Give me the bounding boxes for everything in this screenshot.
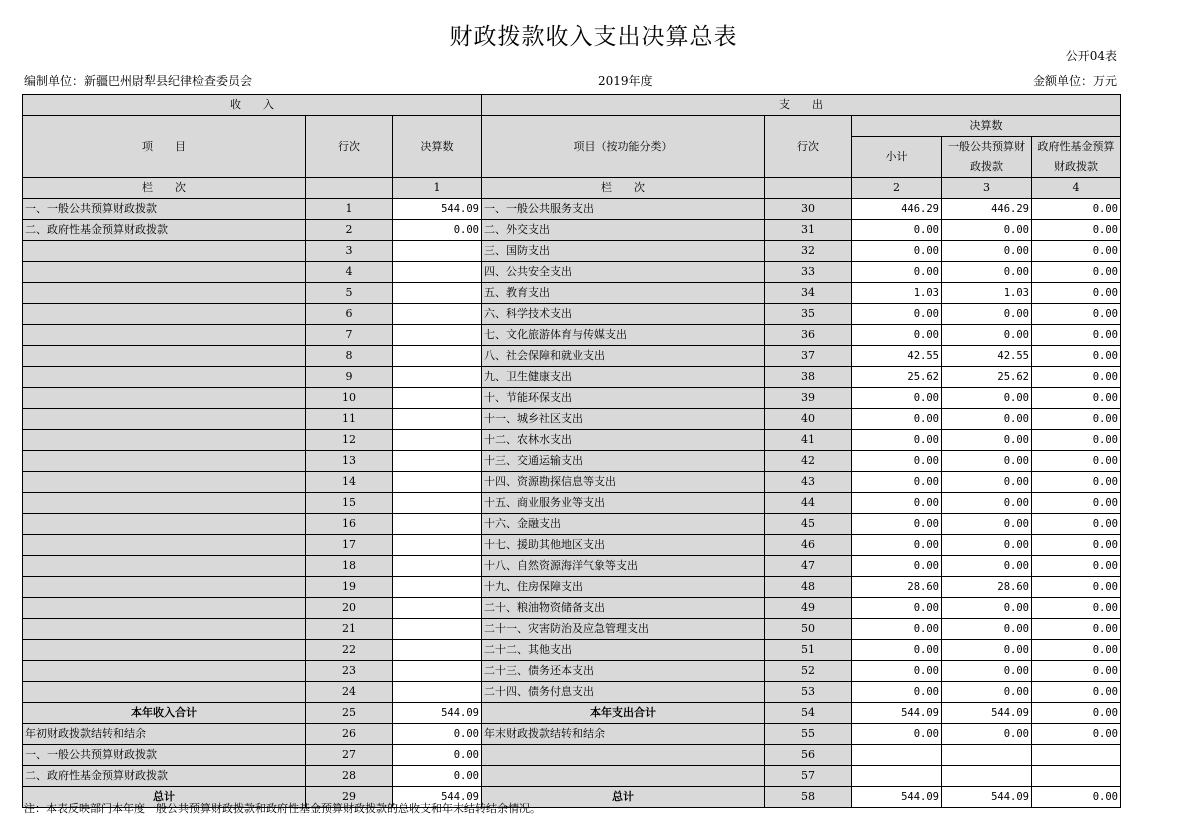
expense-subtotal: 0.00 xyxy=(852,262,942,283)
expense-general: 0.00 xyxy=(942,472,1032,493)
table-row xyxy=(23,283,1121,304)
expense-item: 二十、粮油物资储备支出 xyxy=(482,598,765,619)
section-header-row xyxy=(23,95,1121,116)
grand-total-label: 总计 xyxy=(482,787,765,808)
income-item xyxy=(23,388,306,409)
expense-general: 0.00 xyxy=(942,556,1032,577)
row-no: 4 xyxy=(306,262,393,283)
fiscal-year: 2019年度 xyxy=(598,74,653,88)
expense-fund: 0.00 xyxy=(1032,346,1121,367)
expense-subtotal: 0.00 xyxy=(852,388,942,409)
expense-general: 28.60 xyxy=(942,577,1032,598)
income-item xyxy=(23,514,306,535)
expense-item: 十七、援助其他地区支出 xyxy=(482,535,765,556)
table-row xyxy=(23,514,1121,535)
table-row xyxy=(23,535,1121,556)
expense-fund: 0.00 xyxy=(1032,430,1121,451)
income-value: 0.00 xyxy=(393,220,482,241)
table-row xyxy=(23,577,1121,598)
expense-general: 0.00 xyxy=(942,409,1032,430)
income-value xyxy=(393,514,482,535)
expense-general: 0.00 xyxy=(942,262,1032,283)
income-value xyxy=(393,241,482,262)
subtotal-header: 小计 xyxy=(852,137,942,178)
expense-general: 0.00 xyxy=(942,241,1032,262)
row-no: 27 xyxy=(306,745,393,766)
expense-subtotal: 0.00 xyxy=(852,556,942,577)
row-no: 22 xyxy=(306,640,393,661)
row-no: 54 xyxy=(765,703,852,724)
income-item xyxy=(23,367,306,388)
row-no: 42 xyxy=(765,451,852,472)
end-balance-fund: 0.00 xyxy=(1032,724,1121,745)
row-no: 28 xyxy=(306,766,393,787)
row-no: 20 xyxy=(306,598,393,619)
expense-item: 十二、农林水支出 xyxy=(482,430,765,451)
expense-general: 25.62 xyxy=(942,367,1032,388)
row-no: 34 xyxy=(765,283,852,304)
expense-item: 十八、自然资源海洋气象等支出 xyxy=(482,556,765,577)
expense-item: 十四、资源勘探信息等支出 xyxy=(482,472,765,493)
income-total-value: 544.09 xyxy=(393,703,482,724)
expense-subtotal: 0.00 xyxy=(852,682,942,703)
expense-fund: 0.00 xyxy=(1032,640,1121,661)
expense-fund: 0.00 xyxy=(1032,577,1121,598)
table-row xyxy=(23,661,1121,682)
table-row xyxy=(23,346,1121,367)
row-no: 10 xyxy=(306,388,393,409)
expense-item: 十一、城乡社区支出 xyxy=(482,409,765,430)
carryover-detail-row xyxy=(23,745,1121,766)
expense-general: 0.00 xyxy=(942,325,1032,346)
row-no: 58 xyxy=(765,787,852,808)
income-item xyxy=(23,325,306,346)
expense-item: 一、一般公共服务支出 xyxy=(482,199,765,220)
income-value xyxy=(393,325,482,346)
income-value: 544.09 xyxy=(393,199,482,220)
carryover-detail-row xyxy=(23,766,1121,787)
end-balance-label: 年末财政拨款结转和结余 xyxy=(482,724,765,745)
income-item xyxy=(23,241,306,262)
table-row xyxy=(23,325,1121,346)
expense-item: 十三、交通运输支出 xyxy=(482,451,765,472)
lanci-row xyxy=(23,178,1121,199)
expense-general: 0.00 xyxy=(942,514,1032,535)
expense-subtotal: 0.00 xyxy=(852,451,942,472)
income-item xyxy=(23,640,306,661)
expense-general: 0.00 xyxy=(942,640,1032,661)
expense-item: 二十四、债务付息支出 xyxy=(482,682,765,703)
expense-general: 42.55 xyxy=(942,346,1032,367)
carryover-row xyxy=(23,724,1121,745)
row-no: 21 xyxy=(306,619,393,640)
expense-item: 三、国防支出 xyxy=(482,241,765,262)
row-no: 5 xyxy=(306,283,393,304)
row-no: 14 xyxy=(306,472,393,493)
income-total-label: 本年收入合计 xyxy=(23,703,306,724)
expense-item: 九、卫生健康支出 xyxy=(482,367,765,388)
income-item xyxy=(23,430,306,451)
final-header: 决算数 xyxy=(393,116,482,178)
table-row xyxy=(23,640,1121,661)
begin-balance-value: 0.00 xyxy=(393,724,482,745)
expense-fund: 0.00 xyxy=(1032,451,1121,472)
income-value xyxy=(393,409,482,430)
row-no: 48 xyxy=(765,577,852,598)
end-balance-subtotal: 0.00 xyxy=(852,724,942,745)
carryover-fund-value: 0.00 xyxy=(393,766,482,787)
footnote: 注：本表反映部门本年度一般公共预算财政拨款和政府性基金预算财政拨款的总收支和年末结转结余情况。 xyxy=(24,802,541,815)
expense-fund: 0.00 xyxy=(1032,409,1121,430)
table-row xyxy=(23,493,1121,514)
table-row xyxy=(23,451,1121,472)
table-row xyxy=(23,556,1121,577)
row-no: 25 xyxy=(306,703,393,724)
expense-item: 十六、金融支出 xyxy=(482,514,765,535)
income-item xyxy=(23,262,306,283)
col-number: 4 xyxy=(1032,178,1121,199)
final2-header: 决算数 xyxy=(852,116,1121,137)
table-row xyxy=(23,682,1121,703)
table-row xyxy=(23,619,1121,640)
expense-item: 二、外交支出 xyxy=(482,220,765,241)
row-no: 37 xyxy=(765,346,852,367)
income-value xyxy=(393,367,482,388)
budget-table xyxy=(22,94,1121,808)
expense-item: 五、教育支出 xyxy=(482,283,765,304)
expense-general: 0.00 xyxy=(942,535,1032,556)
expense-item: 八、社会保障和就业支出 xyxy=(482,346,765,367)
table-code: 公开04表 xyxy=(1065,49,1117,63)
table-row xyxy=(23,388,1121,409)
expense-fund: 0.00 xyxy=(1032,556,1121,577)
income-item xyxy=(23,493,306,514)
row-no: 50 xyxy=(765,619,852,640)
expense-fund: 0.00 xyxy=(1032,388,1121,409)
income-value xyxy=(393,262,482,283)
row-no: 36 xyxy=(765,325,852,346)
expense-subtotal: 25.62 xyxy=(852,367,942,388)
expense-general: 0.00 xyxy=(942,430,1032,451)
table-row xyxy=(23,409,1121,430)
money-unit: 金额单位：万元 xyxy=(1032,74,1117,88)
income-value xyxy=(393,388,482,409)
expense-subtotal: 0.00 xyxy=(852,514,942,535)
expense-subtotal: 0.00 xyxy=(852,493,942,514)
income-item xyxy=(23,661,306,682)
table-row xyxy=(23,367,1121,388)
expense-total-general: 544.09 xyxy=(942,703,1032,724)
row-no: 46 xyxy=(765,535,852,556)
row-no: 35 xyxy=(765,304,852,325)
item-header: 项 目 xyxy=(23,116,306,178)
row-no: 39 xyxy=(765,388,852,409)
expense-general: 0.00 xyxy=(942,619,1032,640)
expense-item: 七、文化旅游体育与传媒支出 xyxy=(482,325,765,346)
expense-item: 二十二、其他支出 xyxy=(482,640,765,661)
income-item xyxy=(23,283,306,304)
row-no: 52 xyxy=(765,661,852,682)
expense-general: 0.00 xyxy=(942,388,1032,409)
row-no: 26 xyxy=(306,724,393,745)
row-no: 57 xyxy=(765,766,852,787)
expense-total-fund: 0.00 xyxy=(1032,703,1121,724)
income-item: 一、一般公共预算财政拨款 xyxy=(23,199,306,220)
income-item: 二、政府性基金预算财政拨款 xyxy=(23,220,306,241)
general-header: 一般公共预算财政拨款 xyxy=(942,137,1032,178)
expense-general: 0.00 xyxy=(942,220,1032,241)
income-value xyxy=(393,451,482,472)
expense-item: 二十三、债务还本支出 xyxy=(482,661,765,682)
row-no: 47 xyxy=(765,556,852,577)
fund-header: 政府性基金预算财政拨款 xyxy=(1032,137,1121,178)
table-row xyxy=(23,220,1121,241)
expense-item: 六、科学技术支出 xyxy=(482,304,765,325)
row-no: 1 xyxy=(306,199,393,220)
expense-fund: 0.00 xyxy=(1032,199,1121,220)
expense-fund: 0.00 xyxy=(1032,493,1121,514)
expense-fund: 0.00 xyxy=(1032,472,1121,493)
expense-total-subtotal: 544.09 xyxy=(852,703,942,724)
row-no: 9 xyxy=(306,367,393,388)
expense-general: 0.00 xyxy=(942,451,1032,472)
expense-subtotal: 0.00 xyxy=(852,430,942,451)
expense-subtotal: 0.00 xyxy=(852,241,942,262)
expense-fund: 0.00 xyxy=(1032,598,1121,619)
row-no: 3 xyxy=(306,241,393,262)
row-no: 12 xyxy=(306,430,393,451)
expense-general: 1.03 xyxy=(942,283,1032,304)
expense-subtotal: 0.00 xyxy=(852,535,942,556)
item-func-header: 项目（按功能分类） xyxy=(482,116,765,178)
income-item xyxy=(23,472,306,493)
row-no2-header: 行次 xyxy=(765,116,852,178)
expense-subtotal: 0.00 xyxy=(852,640,942,661)
expense-item: 十九、住房保障支出 xyxy=(482,577,765,598)
col-number: 2 xyxy=(852,178,942,199)
expense-item: 十、节能环保支出 xyxy=(482,388,765,409)
income-value xyxy=(393,661,482,682)
row-no: 31 xyxy=(765,220,852,241)
row-no: 11 xyxy=(306,409,393,430)
row-no: 13 xyxy=(306,451,393,472)
begin-balance-label: 年初财政拨款结转和结余 xyxy=(23,724,306,745)
expense-general: 0.00 xyxy=(942,661,1032,682)
expense-subtotal: 0.00 xyxy=(852,409,942,430)
table-body xyxy=(23,199,1121,703)
row-no-header: 行次 xyxy=(306,116,393,178)
income-value xyxy=(393,598,482,619)
expense-subtotal: 0.00 xyxy=(852,619,942,640)
lanci-label: 栏 次 xyxy=(23,178,306,199)
table-row xyxy=(23,199,1121,220)
grand-total-label: 总计 xyxy=(23,787,306,808)
expense-general: 446.29 xyxy=(942,199,1032,220)
expense-general: 0.00 xyxy=(942,598,1032,619)
row-no: 18 xyxy=(306,556,393,577)
carryover-fund-label: 二、政府性基金预算财政拨款 xyxy=(23,766,306,787)
expense-total-label: 本年支出合计 xyxy=(482,703,765,724)
table-row xyxy=(23,304,1121,325)
expense-item: 二十一、灾害防治及应急管理支出 xyxy=(482,619,765,640)
expense-general: 0.00 xyxy=(942,682,1032,703)
income-item xyxy=(23,346,306,367)
income-item xyxy=(23,556,306,577)
table-row xyxy=(23,262,1121,283)
row-no: 2 xyxy=(306,220,393,241)
total-row xyxy=(23,703,1121,724)
carryover-general-label: 一、一般公共预算财政拨款 xyxy=(23,745,306,766)
row-no: 30 xyxy=(765,199,852,220)
income-value xyxy=(393,682,482,703)
row-no: 6 xyxy=(306,304,393,325)
row-no: 15 xyxy=(306,493,393,514)
row-no: 53 xyxy=(765,682,852,703)
expense-fund: 0.00 xyxy=(1032,535,1121,556)
row-no: 43 xyxy=(765,472,852,493)
expense-fund: 0.00 xyxy=(1032,682,1121,703)
end-balance-general: 0.00 xyxy=(942,724,1032,745)
income-item xyxy=(23,682,306,703)
grand-total-subtotal: 544.09 xyxy=(852,787,942,808)
grand-total-value: 544.09 xyxy=(393,787,482,808)
compiling-unit: 编制单位：新疆巴州尉犁县纪律检查委员会 xyxy=(24,74,253,88)
expense-fund: 0.00 xyxy=(1032,283,1121,304)
table-row xyxy=(23,472,1121,493)
income-item xyxy=(23,409,306,430)
income-value xyxy=(393,430,482,451)
col-number: 3 xyxy=(942,178,1032,199)
income-value xyxy=(393,535,482,556)
expense-item: 四、公共安全支出 xyxy=(482,262,765,283)
expense-subtotal: 42.55 xyxy=(852,346,942,367)
row-no: 55 xyxy=(765,724,852,745)
carryover-general-value: 0.00 xyxy=(393,745,482,766)
row-no: 7 xyxy=(306,325,393,346)
income-value xyxy=(393,472,482,493)
expense-subtotal: 1.03 xyxy=(852,283,942,304)
expense-subtotal: 0.00 xyxy=(852,472,942,493)
income-header: 收 入 xyxy=(23,95,482,116)
expense-subtotal: 0.00 xyxy=(852,220,942,241)
expense-fund: 0.00 xyxy=(1032,514,1121,535)
expense-subtotal: 0.00 xyxy=(852,325,942,346)
grand-total-fund: 0.00 xyxy=(1032,787,1121,808)
row-no: 45 xyxy=(765,514,852,535)
expense-fund: 0.00 xyxy=(1032,304,1121,325)
row-no: 8 xyxy=(306,346,393,367)
income-value xyxy=(393,283,482,304)
expense-fund: 0.00 xyxy=(1032,367,1121,388)
row-no: 38 xyxy=(765,367,852,388)
row-no: 23 xyxy=(306,661,393,682)
row-no: 33 xyxy=(765,262,852,283)
expense-header: 支 出 xyxy=(482,95,1121,116)
row-no: 17 xyxy=(306,535,393,556)
income-item xyxy=(23,451,306,472)
row-no: 32 xyxy=(765,241,852,262)
row-no: 16 xyxy=(306,514,393,535)
row-no: 44 xyxy=(765,493,852,514)
expense-item: 十五、商业服务业等支出 xyxy=(482,493,765,514)
income-value xyxy=(393,493,482,514)
expense-fund: 0.00 xyxy=(1032,619,1121,640)
expense-fund: 0.00 xyxy=(1032,262,1121,283)
income-value xyxy=(393,556,482,577)
expense-fund: 0.00 xyxy=(1032,325,1121,346)
expense-fund: 0.00 xyxy=(1032,661,1121,682)
income-value xyxy=(393,346,482,367)
col-number: 1 xyxy=(393,178,482,199)
expense-general: 0.00 xyxy=(942,304,1032,325)
table-row xyxy=(23,598,1121,619)
page-title: 财政拨款收入支出决算总表 xyxy=(449,24,738,50)
row-no: 56 xyxy=(765,745,852,766)
income-item xyxy=(23,535,306,556)
table-row xyxy=(23,241,1121,262)
income-item xyxy=(23,577,306,598)
row-no: 51 xyxy=(765,640,852,661)
lanci-label: 栏 次 xyxy=(482,178,765,199)
row-no: 19 xyxy=(306,577,393,598)
row-no: 41 xyxy=(765,430,852,451)
income-item xyxy=(23,619,306,640)
expense-general: 0.00 xyxy=(942,493,1032,514)
row-no: 29 xyxy=(306,787,393,808)
income-item xyxy=(23,304,306,325)
income-value xyxy=(393,577,482,598)
expense-subtotal: 0.00 xyxy=(852,304,942,325)
expense-subtotal: 446.29 xyxy=(852,199,942,220)
expense-fund: 0.00 xyxy=(1032,241,1121,262)
income-item xyxy=(23,598,306,619)
expense-subtotal: 0.00 xyxy=(852,661,942,682)
expense-fund: 0.00 xyxy=(1032,220,1121,241)
income-value xyxy=(393,640,482,661)
table-row xyxy=(23,430,1121,451)
grand-total-general: 544.09 xyxy=(942,787,1032,808)
income-value xyxy=(393,619,482,640)
expense-subtotal: 28.60 xyxy=(852,577,942,598)
row-no: 24 xyxy=(306,682,393,703)
row-no: 40 xyxy=(765,409,852,430)
income-value xyxy=(393,304,482,325)
row-no: 49 xyxy=(765,598,852,619)
expense-subtotal: 0.00 xyxy=(852,598,942,619)
column-header-row xyxy=(23,116,1121,137)
